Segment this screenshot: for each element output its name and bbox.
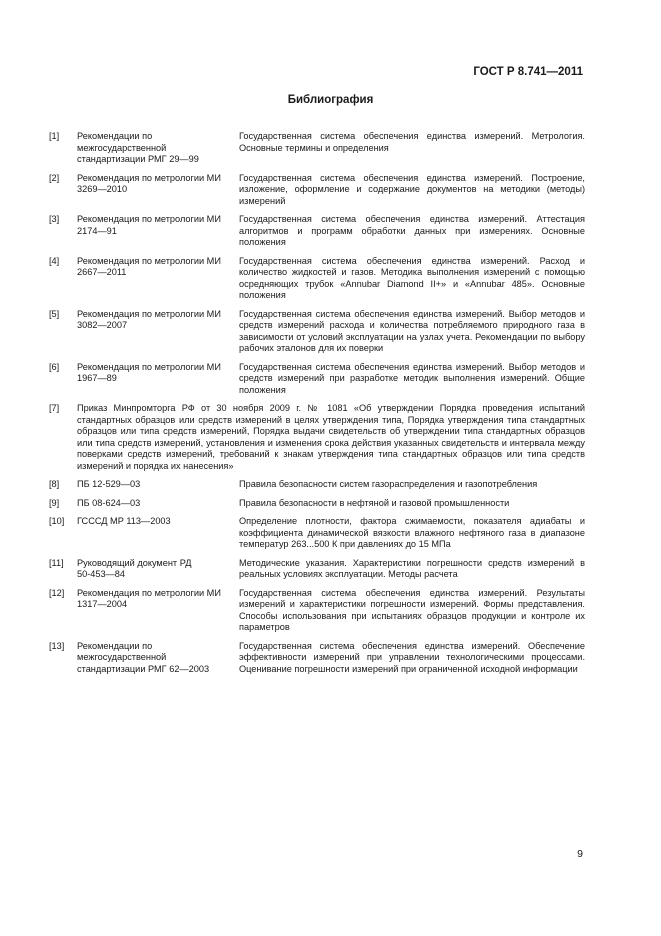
entry-title: Государственная система обеспечения единства измерений. Расход и количество жидкостей и газов. Методика выполнения измерений с помощью осредняющих трубок «Annubar Diamond II+» и «Annubar 485». Основные положения [239,255,585,300]
document-code: ГОСТ Р 8.741—2011 [473,66,583,78]
bibliography-entry [49,479,585,491]
entry-title: Государственная система обеспечения единства измерений. Построение, изложение, оформление и содержание документов на методики (методы) измерений [239,172,585,206]
entry-source: Рекомендация по метрологии МИ 3269—2010 [77,172,221,194]
entry-source: ПБ 12-529—03 [77,479,141,489]
bibliography-entry [49,588,585,634]
entry-title: Государственная система обеспечения единства измерений. Обеспечение эффективности измерений при управлении технологическими процессами. Оценивание погрешности измерений при ограниченной исходной информации [239,640,585,674]
entry-number: [3] [49,214,60,224]
entry-title: Государственная система обеспечения единства измерений. Выбор методов и средств измерений при разработке методик выполнения измерений. Общие положения [239,361,585,395]
bibliography-list [49,131,585,682]
bibliography-entry [49,214,585,249]
entry-number: [4] [49,255,60,266]
bibliography-entry [49,558,585,581]
page-title: Библиография [287,94,374,106]
entry-title: Государственная система обеспечения единства измерений. Результаты измерений и характеристики погрешности измерений. Формы представления. Способы использования при испытаниях образцов продукции и контроле их параметров [239,587,585,632]
entry-title: Государственная система обеспечения единства измерений. Выбор методов и средств измерений расхода и количества потребляемого природного газа в зависимости от условий эксплуатации на узлах учета. Рекомендации по выбору рабочих эталонов для их поверки [239,308,585,353]
bibliography-entry [49,641,585,676]
bibliography-entry [49,516,585,551]
entry-title: Государственная система обеспечения единства измерений. Метрология. Основные термины и определения [239,131,585,153]
bibliography-entry [49,131,585,166]
entry-source: Рекомендация по метрологии МИ 2667—2011 [77,255,221,277]
entry-number: [12] [49,587,65,598]
entry-source: Рекомендация по метрологии МИ 1967—89 [77,361,221,383]
entry-title: Методические указания. Характеристики погрешности средств измерений в реальных условиях эксплуатации. Методы расчета [239,557,585,579]
entry-number: [9] [49,497,60,508]
entry-source: Руководящий документ РД 50-453—84 [77,557,192,579]
bibliography-entry [49,256,585,302]
bibliography-entry [49,173,585,208]
entry-number: [8] [49,479,60,489]
entry-title: Государственная система обеспечения единства измерений. Аттестация алгоритмов и программ обработки данных при измерениях. Основные положения [239,214,585,247]
entry-number: [7] [49,403,60,413]
page-number: 9 [577,848,583,860]
entry-number: [2] [49,172,60,183]
entry-number: [11] [49,557,64,568]
entry-source: ГСССД МР 113—2003 [77,516,171,526]
entry-number: [1] [49,131,60,141]
entry-source: ПБ 08-624—03 [77,497,141,508]
bibliography-entry [49,309,585,355]
entry-source: Рекомендация по метрологии МИ 1317—2004 [77,587,221,609]
entry-number: [6] [49,361,60,372]
entry-title: Правила безопасности в нефтяной и газовой промышленности [239,497,510,508]
bibliography-entry [49,362,585,397]
entry-source: Рекомендация по метрологии МИ 3082—2007 [77,308,221,330]
bibliography-entry [49,498,585,510]
entry-source: Рекомендация по метрологии МИ 2174—91 [77,214,221,236]
entry-full-text: Приказ Минпромторга РФ от 30 ноября 2009 г. № 1081 «Об утверждении Порядка проведения испытаний стандартных образцов или средств измерений в целях утверждения типа, Порядка утверждения типа стандартных образцов или типа средств измерений, Порядка выдачи свидетельств об утверждении типа стандартных образцов или типа средств измерений, установления и изменения срока действия указанных свидетельств и интервала между поверками средств измерений, требований к знакам утверждения типа стандартных образцов или типа средств измерений и порядка их нанесения» [77,403,585,471]
bibliography-entry [49,403,585,472]
entry-source: Рекомендации по межгосударственной стандартизации РМГ 29—99 [77,131,199,164]
entry-source: Рекомендации по межгосударственной стандартизации РМГ 62—2003 [77,640,210,674]
entry-number: [13] [49,640,65,651]
entry-number: [10] [49,516,65,526]
entry-number: [5] [49,308,60,319]
entry-title: Правила безопасности систем газораспределения и газопотребления [239,479,538,489]
entry-title: Определение плотности, фактора сжимаемости, показателя адиабаты и коэффициента динамической вязкости влажного нефтяного газа в диапазоне температур 263...500 К при давлениях до 15 МПа [239,516,585,549]
